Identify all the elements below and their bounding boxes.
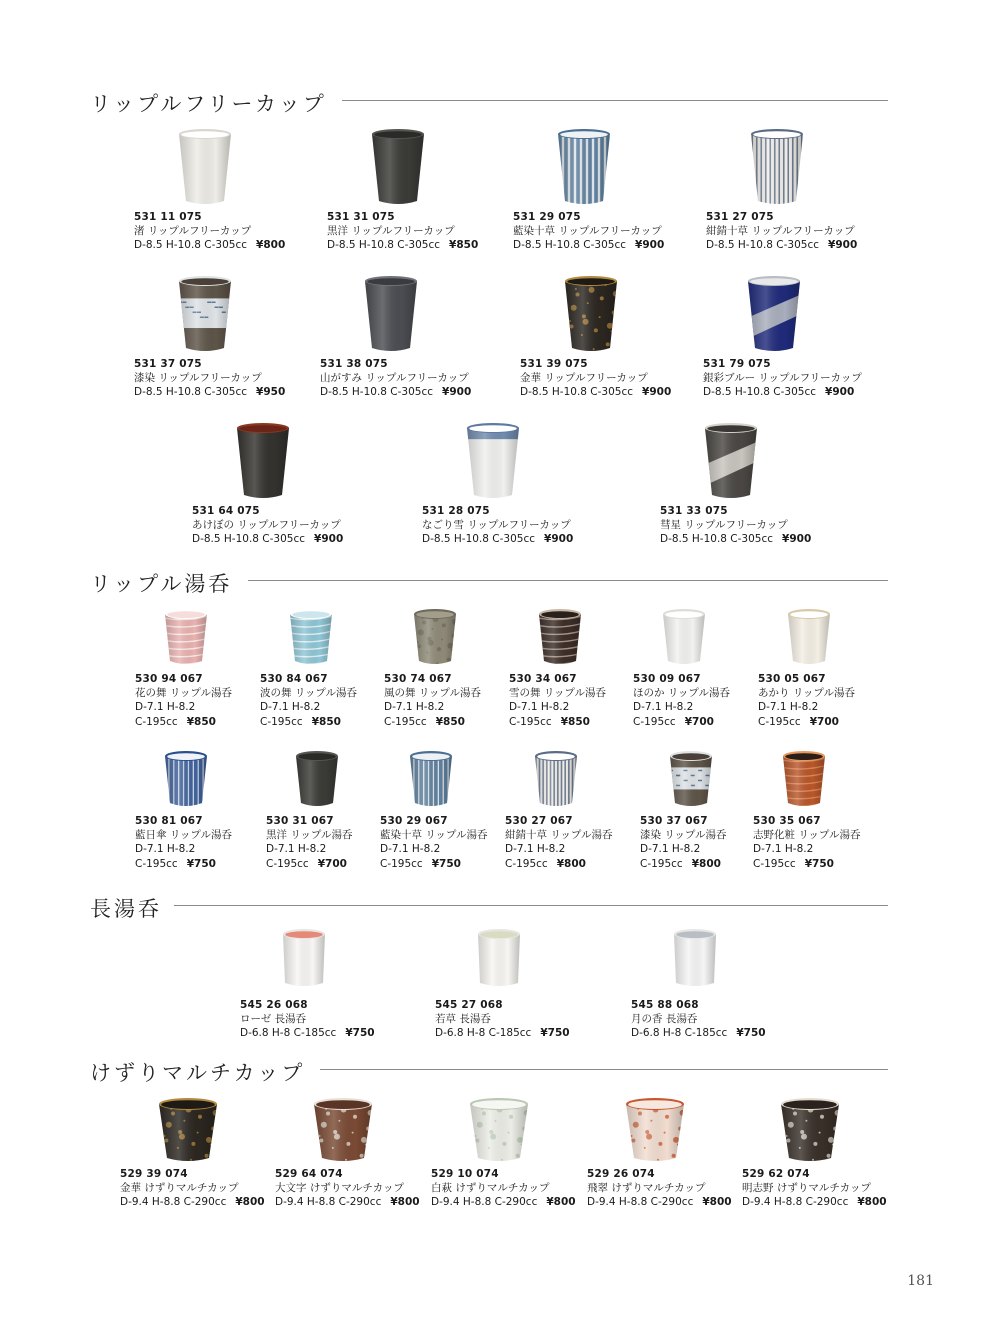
product-image bbox=[747, 275, 801, 353]
product-caption bbox=[587, 1167, 732, 1210]
product-spec-line bbox=[505, 842, 613, 856]
product-caption bbox=[275, 1167, 420, 1210]
product-image bbox=[364, 275, 418, 353]
product-image bbox=[780, 1097, 840, 1163]
product-spec-line bbox=[134, 238, 285, 252]
product-specs: D-7.1 H-8.2 bbox=[266, 843, 327, 856]
product-code: 531 27 075 bbox=[706, 211, 774, 223]
product-price: ¥700 bbox=[317, 857, 347, 870]
product-code: 529 39 074 bbox=[120, 1168, 188, 1180]
product-code: 530 35 067 bbox=[753, 815, 821, 827]
product-spec-line bbox=[134, 385, 285, 399]
product-price: ¥900 bbox=[442, 386, 472, 399]
section-divider bbox=[248, 580, 888, 581]
product-specs: D-7.1 H-8.2 bbox=[640, 843, 701, 856]
product-specs: C-195cc bbox=[135, 715, 178, 728]
product-name: 紺錆十草 リップル湯呑 bbox=[505, 829, 613, 842]
product-price: ¥950 bbox=[256, 386, 286, 399]
product-name: 若草 長湯呑 bbox=[435, 1013, 491, 1026]
cup-icon bbox=[469, 1097, 529, 1163]
product-price: ¥750 bbox=[186, 857, 216, 870]
product-caption bbox=[240, 998, 375, 1041]
product-code: 530 81 067 bbox=[135, 815, 203, 827]
product-name: 山がすみ リップルフリーカップ bbox=[320, 372, 469, 385]
section-divider bbox=[320, 1069, 888, 1070]
product-name: 風の舞 リップル湯呑 bbox=[384, 687, 481, 700]
product-specs: D-8.5 H-10.8 C-305cc bbox=[703, 386, 817, 399]
product-price: ¥800 bbox=[235, 1196, 265, 1209]
product-specs: D-7.1 H-8.2 bbox=[753, 843, 814, 856]
product-specs: D-6.8 H-8 C-185cc bbox=[435, 1027, 532, 1040]
product-price: ¥850 bbox=[449, 239, 479, 252]
cup-icon bbox=[625, 1097, 685, 1163]
product-price: ¥750 bbox=[345, 1027, 375, 1040]
product-name: 金華 けずりマルチカップ bbox=[120, 1182, 239, 1195]
product-caption bbox=[120, 1167, 265, 1210]
product-name: 紺錆十草 リップルフリーカップ bbox=[706, 225, 855, 238]
cup-icon bbox=[364, 275, 418, 353]
product-spec-line bbox=[703, 385, 862, 399]
product-specs: C-195cc bbox=[509, 715, 552, 728]
product-code: 531 29 075 bbox=[513, 211, 581, 223]
product-spec-line bbox=[758, 700, 855, 714]
product-spec-line bbox=[660, 532, 811, 546]
product-name: 志野化粧 リップル湯呑 bbox=[753, 829, 861, 842]
product-image bbox=[295, 750, 339, 808]
product-code: 531 64 075 bbox=[192, 505, 260, 517]
product-price: ¥900 bbox=[825, 386, 855, 399]
product-caption bbox=[435, 998, 570, 1041]
product-specs: D-8.5 H-10.8 C-305cc bbox=[520, 386, 634, 399]
product-caption bbox=[266, 814, 353, 871]
product-spec-line bbox=[260, 700, 357, 714]
product-spec-line bbox=[505, 857, 613, 871]
product-image bbox=[477, 928, 521, 988]
product-spec-line bbox=[135, 842, 232, 856]
product-caption bbox=[631, 998, 766, 1041]
section-title-long-yunomi: 長湯呑 bbox=[90, 897, 162, 921]
product-code: 529 62 074 bbox=[742, 1168, 810, 1180]
product-specs: D-7.1 H-8.2 bbox=[758, 701, 819, 714]
product-name: 彗星 リップルフリーカップ bbox=[660, 519, 788, 532]
product-image bbox=[787, 608, 831, 666]
product-image bbox=[289, 608, 333, 666]
section-divider bbox=[174, 905, 888, 906]
product-code: 530 27 067 bbox=[505, 815, 573, 827]
product-code: 531 11 075 bbox=[134, 211, 202, 223]
product-image bbox=[669, 750, 713, 808]
product-spec-line bbox=[275, 1195, 420, 1209]
product-spec-line bbox=[640, 857, 727, 871]
product-price: ¥800 bbox=[546, 1196, 576, 1209]
product-image bbox=[282, 928, 326, 988]
product-name: 波の舞 リップル湯呑 bbox=[260, 687, 357, 700]
product-specs: C-195cc bbox=[758, 715, 801, 728]
product-code: 531 39 075 bbox=[520, 358, 588, 370]
cup-icon bbox=[534, 750, 578, 808]
cup-icon bbox=[564, 275, 618, 353]
product-code: 530 05 067 bbox=[758, 673, 826, 685]
product-name: 金華 リップルフリーカップ bbox=[520, 372, 648, 385]
product-spec-line bbox=[509, 700, 606, 714]
cup-icon bbox=[673, 928, 717, 988]
product-specs: C-195cc bbox=[640, 857, 683, 870]
product-caption bbox=[135, 814, 232, 871]
product-spec-line bbox=[509, 715, 606, 729]
product-code: 531 28 075 bbox=[422, 505, 490, 517]
product-spec-line bbox=[520, 385, 671, 399]
product-image bbox=[564, 275, 618, 353]
product-spec-line bbox=[633, 715, 730, 729]
product-caption bbox=[742, 1167, 887, 1210]
product-price: ¥750 bbox=[736, 1027, 766, 1040]
product-caption bbox=[505, 814, 613, 871]
product-image bbox=[704, 422, 758, 500]
product-specs: D-7.1 H-8.2 bbox=[505, 843, 566, 856]
product-name: 大文字 けずりマルチカップ bbox=[275, 1182, 405, 1195]
cup-icon bbox=[295, 750, 339, 808]
product-specs: D-9.4 H-8.8 C-290cc bbox=[587, 1196, 694, 1209]
product-image bbox=[371, 128, 425, 206]
product-caption bbox=[706, 210, 857, 253]
product-name: 黒洋 リップル湯呑 bbox=[266, 829, 353, 842]
product-spec-line bbox=[431, 1195, 576, 1209]
product-caption bbox=[422, 504, 573, 547]
product-spec-line bbox=[633, 700, 730, 714]
cup-icon bbox=[409, 750, 453, 808]
product-specs: D-8.5 H-10.8 C-305cc bbox=[327, 239, 441, 252]
cup-icon bbox=[750, 128, 804, 206]
product-specs: D-6.8 H-8 C-185cc bbox=[240, 1027, 337, 1040]
product-name: 黒洋 リップルフリーカップ bbox=[327, 225, 455, 238]
cup-icon bbox=[236, 422, 290, 500]
product-caption bbox=[703, 357, 862, 400]
product-image bbox=[158, 1097, 218, 1163]
product-spec-line bbox=[706, 238, 857, 252]
product-caption bbox=[192, 504, 343, 547]
page-number: 181 bbox=[907, 1273, 934, 1289]
cup-icon bbox=[782, 750, 826, 808]
product-price: ¥800 bbox=[702, 1196, 732, 1209]
product-specs: D-6.8 H-8 C-185cc bbox=[631, 1027, 728, 1040]
product-specs: D-9.4 H-8.8 C-290cc bbox=[742, 1196, 849, 1209]
product-price: ¥750 bbox=[804, 857, 834, 870]
product-specs: C-195cc bbox=[260, 715, 303, 728]
product-price: ¥700 bbox=[809, 715, 839, 728]
product-specs: D-8.5 H-10.8 C-305cc bbox=[134, 239, 248, 252]
product-caption bbox=[753, 814, 861, 871]
product-specs: D-8.5 H-10.8 C-305cc bbox=[706, 239, 820, 252]
cup-icon bbox=[662, 608, 706, 666]
product-name: 白萩 けずりマルチカップ bbox=[431, 1182, 550, 1195]
cup-icon bbox=[371, 128, 425, 206]
product-code: 531 79 075 bbox=[703, 358, 771, 370]
product-name: 藍染十草 リップルフリーカップ bbox=[513, 225, 662, 238]
cup-icon bbox=[669, 750, 713, 808]
product-spec-line bbox=[380, 857, 488, 871]
cup-icon bbox=[747, 275, 801, 353]
cup-icon bbox=[557, 128, 611, 206]
product-price: ¥850 bbox=[560, 715, 590, 728]
product-name: あかり リップル湯呑 bbox=[758, 687, 855, 700]
product-image bbox=[413, 608, 457, 666]
cup-icon bbox=[164, 750, 208, 808]
section-divider bbox=[342, 100, 888, 101]
product-price: ¥900 bbox=[314, 533, 344, 546]
product-name: 月の香 長湯呑 bbox=[631, 1013, 698, 1026]
product-name: あけぼの リップルフリーカップ bbox=[192, 519, 341, 532]
product-code: 531 37 075 bbox=[134, 358, 202, 370]
product-specs: C-195cc bbox=[135, 857, 178, 870]
product-spec-line bbox=[753, 857, 861, 871]
product-price: ¥700 bbox=[684, 715, 714, 728]
product-code: 529 64 074 bbox=[275, 1168, 343, 1180]
product-name: 雪の舞 リップル湯呑 bbox=[509, 687, 606, 700]
product-caption bbox=[633, 672, 730, 729]
product-code: 530 34 067 bbox=[509, 673, 577, 685]
product-code: 530 84 067 bbox=[260, 673, 328, 685]
product-code: 530 94 067 bbox=[135, 673, 203, 685]
product-caption bbox=[520, 357, 671, 400]
product-caption bbox=[384, 672, 481, 729]
product-image bbox=[750, 128, 804, 206]
product-price: ¥900 bbox=[828, 239, 858, 252]
product-code: 530 31 067 bbox=[266, 815, 334, 827]
product-specs: C-195cc bbox=[505, 857, 548, 870]
product-price: ¥900 bbox=[782, 533, 812, 546]
product-price: ¥750 bbox=[431, 857, 461, 870]
product-code: 545 88 068 bbox=[631, 999, 699, 1011]
product-spec-line bbox=[320, 385, 471, 399]
product-specs: D-8.5 H-10.8 C-305cc bbox=[660, 533, 774, 546]
product-specs: D-7.1 H-8.2 bbox=[135, 701, 196, 714]
product-code: 529 26 074 bbox=[587, 1168, 655, 1180]
product-specs: D-9.4 H-8.8 C-290cc bbox=[431, 1196, 538, 1209]
product-spec-line bbox=[384, 715, 481, 729]
product-price: ¥850 bbox=[311, 715, 341, 728]
product-image bbox=[178, 128, 232, 206]
product-price: ¥800 bbox=[390, 1196, 420, 1209]
product-specs: D-7.1 H-8.2 bbox=[260, 701, 321, 714]
product-code: 530 29 067 bbox=[380, 815, 448, 827]
product-specs: D-7.1 H-8.2 bbox=[380, 843, 441, 856]
product-spec-line bbox=[587, 1195, 732, 1209]
product-spec-line bbox=[422, 532, 573, 546]
product-image bbox=[538, 608, 582, 666]
product-caption bbox=[431, 1167, 576, 1210]
product-spec-line bbox=[266, 842, 353, 856]
product-image bbox=[662, 608, 706, 666]
product-name: 銀彩ブルー リップルフリーカップ bbox=[703, 372, 862, 385]
cup-icon bbox=[164, 608, 208, 666]
product-specs: C-195cc bbox=[266, 857, 309, 870]
product-price: ¥800 bbox=[857, 1196, 887, 1209]
product-caption bbox=[513, 210, 664, 253]
product-caption bbox=[260, 672, 357, 729]
product-image bbox=[466, 422, 520, 500]
product-specs: D-8.5 H-10.8 C-305cc bbox=[320, 386, 434, 399]
product-image bbox=[557, 128, 611, 206]
product-specs: C-195cc bbox=[380, 857, 423, 870]
product-caption bbox=[135, 672, 232, 729]
product-specs: D-7.1 H-8.2 bbox=[384, 701, 445, 714]
product-image bbox=[236, 422, 290, 500]
product-name: 漆染 リップルフリーカップ bbox=[134, 372, 262, 385]
product-spec-line bbox=[240, 1026, 375, 1040]
product-caption bbox=[327, 210, 478, 253]
product-caption bbox=[640, 814, 727, 871]
cup-icon bbox=[413, 608, 457, 666]
product-spec-line bbox=[135, 715, 232, 729]
product-specs: D-7.1 H-8.2 bbox=[509, 701, 570, 714]
product-specs: C-195cc bbox=[753, 857, 796, 870]
product-price: ¥800 bbox=[556, 857, 586, 870]
product-spec-line bbox=[120, 1195, 265, 1209]
cup-icon bbox=[466, 422, 520, 500]
product-code: 530 37 067 bbox=[640, 815, 708, 827]
product-spec-line bbox=[135, 700, 232, 714]
product-caption bbox=[320, 357, 471, 400]
product-spec-line bbox=[266, 857, 353, 871]
product-name: 漆染 リップル湯呑 bbox=[640, 829, 727, 842]
product-name: 花の舞 リップル湯呑 bbox=[135, 687, 232, 700]
product-spec-line bbox=[192, 532, 343, 546]
product-name: ほのか リップル湯呑 bbox=[633, 687, 730, 700]
product-code: 545 27 068 bbox=[435, 999, 503, 1011]
product-specs: D-7.1 H-8.2 bbox=[135, 843, 196, 856]
product-name: なごり雪 リップルフリーカップ bbox=[422, 519, 571, 532]
product-specs: C-195cc bbox=[633, 715, 676, 728]
product-price: ¥850 bbox=[186, 715, 216, 728]
product-image bbox=[164, 608, 208, 666]
product-spec-line bbox=[513, 238, 664, 252]
product-specs: D-9.4 H-8.8 C-290cc bbox=[275, 1196, 382, 1209]
product-specs: D-8.5 H-10.8 C-305cc bbox=[513, 239, 627, 252]
product-name: 飛翠 けずりマルチカップ bbox=[587, 1182, 706, 1195]
product-spec-line bbox=[435, 1026, 570, 1040]
product-image bbox=[782, 750, 826, 808]
product-image bbox=[534, 750, 578, 808]
product-code: 529 10 074 bbox=[431, 1168, 499, 1180]
product-code: 530 74 067 bbox=[384, 673, 452, 685]
product-image bbox=[469, 1097, 529, 1163]
product-name: 藍染十草 リップル湯呑 bbox=[380, 829, 488, 842]
product-spec-line bbox=[753, 842, 861, 856]
product-spec-line bbox=[640, 842, 727, 856]
product-code: 531 31 075 bbox=[327, 211, 395, 223]
product-caption bbox=[758, 672, 855, 729]
cup-icon bbox=[282, 928, 326, 988]
cup-icon bbox=[477, 928, 521, 988]
product-price: ¥900 bbox=[635, 239, 665, 252]
product-caption bbox=[134, 210, 285, 253]
product-specs: D-8.5 H-10.8 C-305cc bbox=[422, 533, 536, 546]
product-spec-line bbox=[758, 715, 855, 729]
section-title-ripple-yunomi: リップル湯呑 bbox=[90, 572, 233, 596]
product-specs: D-8.5 H-10.8 C-305cc bbox=[192, 533, 306, 546]
cup-icon bbox=[704, 422, 758, 500]
product-spec-line bbox=[135, 857, 232, 871]
product-spec-line bbox=[327, 238, 478, 252]
product-code: 531 38 075 bbox=[320, 358, 388, 370]
product-spec-line bbox=[380, 842, 488, 856]
product-specs: C-195cc bbox=[384, 715, 427, 728]
product-spec-line bbox=[384, 700, 481, 714]
product-caption bbox=[660, 504, 811, 547]
product-image bbox=[409, 750, 453, 808]
product-image bbox=[313, 1097, 373, 1163]
product-image bbox=[625, 1097, 685, 1163]
product-caption bbox=[134, 357, 285, 400]
cup-icon bbox=[178, 128, 232, 206]
cup-icon bbox=[780, 1097, 840, 1163]
product-name: 明志野 けずりマルチカップ bbox=[742, 1182, 872, 1195]
product-caption bbox=[509, 672, 606, 729]
product-code: 545 26 068 bbox=[240, 999, 308, 1011]
product-caption bbox=[380, 814, 488, 871]
product-spec-line bbox=[631, 1026, 766, 1040]
product-image bbox=[673, 928, 717, 988]
section-title-ripple-free-cup: リップルフリーカップ bbox=[90, 92, 327, 116]
product-name: 渚 リップルフリーカップ bbox=[134, 225, 252, 238]
cup-icon bbox=[538, 608, 582, 666]
product-specs: D-9.4 H-8.8 C-290cc bbox=[120, 1196, 227, 1209]
product-spec-line bbox=[260, 715, 357, 729]
product-name: ローゼ 長湯呑 bbox=[240, 1013, 307, 1026]
section-title-kezuri-multi-cup: けずりマルチカップ bbox=[90, 1061, 306, 1085]
product-image bbox=[178, 275, 232, 353]
product-specs: D-8.5 H-10.8 C-305cc bbox=[134, 386, 248, 399]
cup-icon bbox=[178, 275, 232, 353]
cup-icon bbox=[158, 1097, 218, 1163]
product-price: ¥800 bbox=[256, 239, 286, 252]
product-price: ¥900 bbox=[642, 386, 672, 399]
product-image bbox=[164, 750, 208, 808]
product-price: ¥800 bbox=[691, 857, 721, 870]
product-code: 531 33 075 bbox=[660, 505, 728, 517]
cup-icon bbox=[313, 1097, 373, 1163]
cup-icon bbox=[787, 608, 831, 666]
cup-icon bbox=[289, 608, 333, 666]
product-specs: D-7.1 H-8.2 bbox=[633, 701, 694, 714]
product-price: ¥850 bbox=[435, 715, 465, 728]
product-name: 藍日傘 リップル湯呑 bbox=[135, 829, 232, 842]
product-price: ¥750 bbox=[540, 1027, 570, 1040]
product-spec-line bbox=[742, 1195, 887, 1209]
product-price: ¥900 bbox=[544, 533, 574, 546]
product-code: 530 09 067 bbox=[633, 673, 701, 685]
